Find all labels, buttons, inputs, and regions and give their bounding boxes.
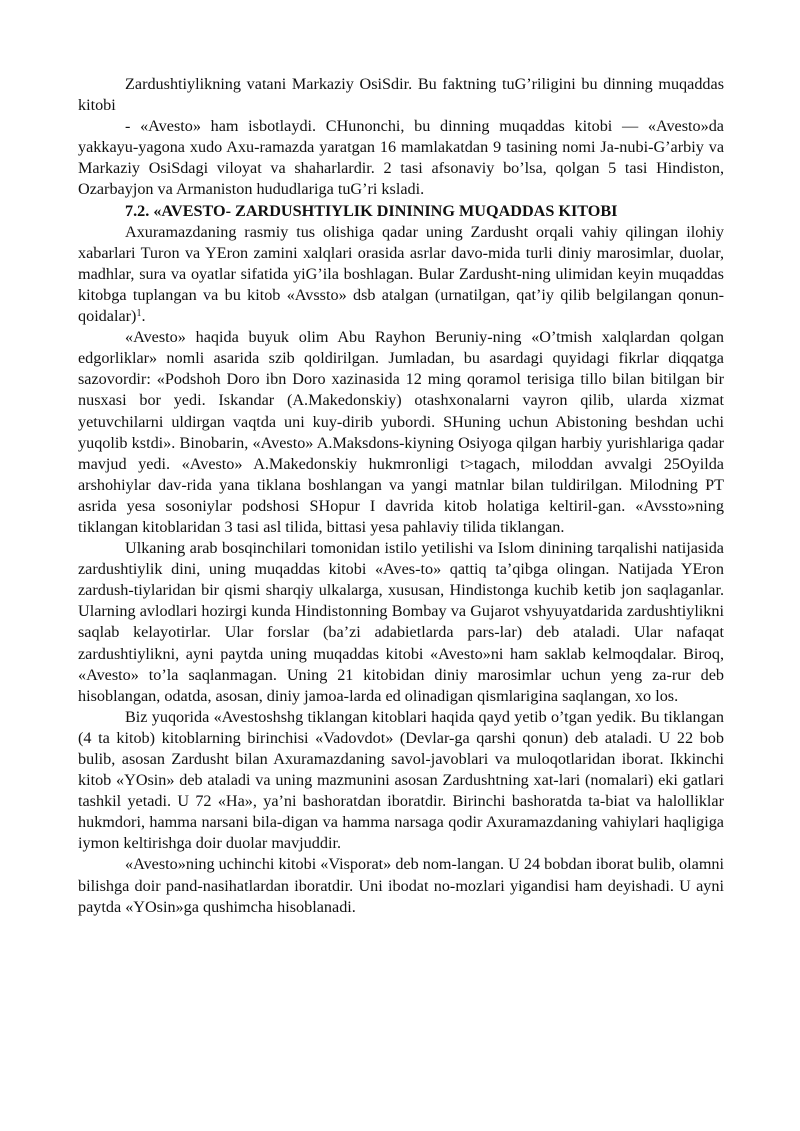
paragraph-restored-books: Biz yuqorida «Avestoshshg tiklangan kitoblari haqida qayd yetib o’tgan yedik. Bu tiklangan (4 ta kitob) kitoblarning birinchisi «Vadovdot» (Devlar-ga qarshi qonun) deb ataladi. U 22 bob bulib, asosan Zardusht bilan Axuramazdaning savol-javoblari va muloqotlaridan iborat. Ikkinchi kitob «YOsin» deb ataladi va uning mazmunini asosan Zardushtning xat-lari (nomalari) eki gatlari tashkil yetadi. U 72 «Ha», ya’ni bashoratdan iboratdir. Birinchi bashoratda ta-biat va halolliklar hukmdori, hamma narsani bila-digan va hamma narsaga qodir Axuramazdaning vahiylari haqligiga iymon keltirishga doir duolar mavjuddir. [78,707,724,853]
paragraph-intro: Zardushtiylikning vatani Markaziy OsiSdir. Bu faktning tuG’riligini bu dinning muqaddas kitobi [78,75,724,115]
paragraph-avesto-proof: - «Avesto» ham isbotlaydi. CHunonchi, bu dinning muqaddas kitobi — «Avesto»da yakkayu-yagona xudo Axu-ramazda yaratgan 16 mamlakatdan 9 tasining nomi Ja-nubi-G’arbiy va Markaziy OsiSdagi viloyat va shaharlardir. 2 tasi afsonaviy bo’lsa, qolgan 5 tasi Hindiston, Ozarbayjon va Armaniston hududlariga tuG’ri ksladi. [78,117,724,199]
paragraph-origin-end: . [141,307,146,326]
footnote-marker: 1 [136,308,142,320]
paragraph-visporat: «Avesto»ning uchinchi kitobi «Visporat» deb nom-langan. U 24 bobdan iborat bulib, olamni bilishga doir pand-nasihatlardan iboratdir. Uni ibodat no-mozlari yigandisi ham deyishadi. U ayni paytda «YOsin»ga qushimcha hisoblanadi. [78,855,724,916]
paragraph-origin-text: Axuramazdaning rasmiy tus olishiga qadar uning Zardusht orqali vahiy qilingan ilohiy xabarlari Turon va YEron zamini xalqlari orasida asrlar davo-mida turli diniy marosimlar, duolar, madhlar, sura va oyatlar sifatida yiG’ila boshlagan. Bular Zardusht-ning ulimidan keyin muqaddas kitobga tuplangan va bu kitob «Avssto» dsb atalgan (urnatilgan, qat’iy qilib belgilangan qonun-qoidalar) [78,222,724,326]
paragraph-beruniy: «Avesto» haqida buyuk olim Abu Rayhon Beruniy-ning «O’tmish xalqlardan qolgan edgorliklar» nomli asarida szib qoldirilgan. Jumladan, bu asardagi quyidagi fikrlar diqqatga sazovordir: «Podshoh Doro ibn Doro xazinasida 12 ming qoramol terisiga tillo bilan bitilgan bir nusxasi bor yedi. Iskandar (A.Makedonskiy) otashxonalarni vayron qilib, ularda xizmat yetuvchilarni uldirgan vaqtda uni kuy-dirib yubordi. SHuning uchun Abistoning beshdan uchi yuqolib kstdi». Binobarin, «Avesto» A.Maksdons-kiyning Osiyoga qilgan harbiy yurishlariga qadar mavjud yedi. «Avesto» A.Makedonskiy hukmronligi t>tagach, miloddan avvalgi 25Oyilda arshohiylar dav-rida yana tiklana boshlangan va yangi matnlar bilan tuldirilgan. Milodning PT asrida yesa sosoniylar podshosi SHopur I davrida kitob holatiga keltiril-gan. «Avssto»ning tiklangan kitoblaridan 3 tasi asl tilida, bittasi yesa pahlaviy tilida tiklangan. [78,328,724,536]
paragraph-arab-conquest: Ulkaning arab bosqinchilari tomonidan istilo yetilishi va Islom dinining tarqalishi natijasida zardushtiylik dini, uning muqaddas kitobi «Aves-to» qattiq ta’qibga olingan. Natijada YEron zardush-tiylaridan bir qismi sharqiy ulkalarga, xususan, Hindistonga kuchib ketib jon saqlaganlar. Ularning avlodlari hozirgi kunda Hindistonning Bombay va Gujarot vshyuyatdarida zardushtiylikni saqlab kelayotirlar. Ular forslar (ba’zi adabietlarda pars-lar) deb ataladi. Ular nafaqat zardushtiylikni, ayni paytda uning muqaddas kitobi «Avesto»ni ham saklab kelmoqdalar. Biroq, «Avesto» to’la saqlanmagan. Uning 21 kitobidan diniy marosimlar uchun yeng za-rur deb hisoblangan, odatda, asosan, diniy jamoa-larda ed olinadigan qismlarigina saqlangan, xo los. [78,539,724,705]
paragraph-origin [78,222,724,327]
section-heading: 7.2. «AVESTO- ZARDUSHTIYLIK DININING MUQADDAS KITOBI [125,201,618,220]
document-page [78,74,724,918]
